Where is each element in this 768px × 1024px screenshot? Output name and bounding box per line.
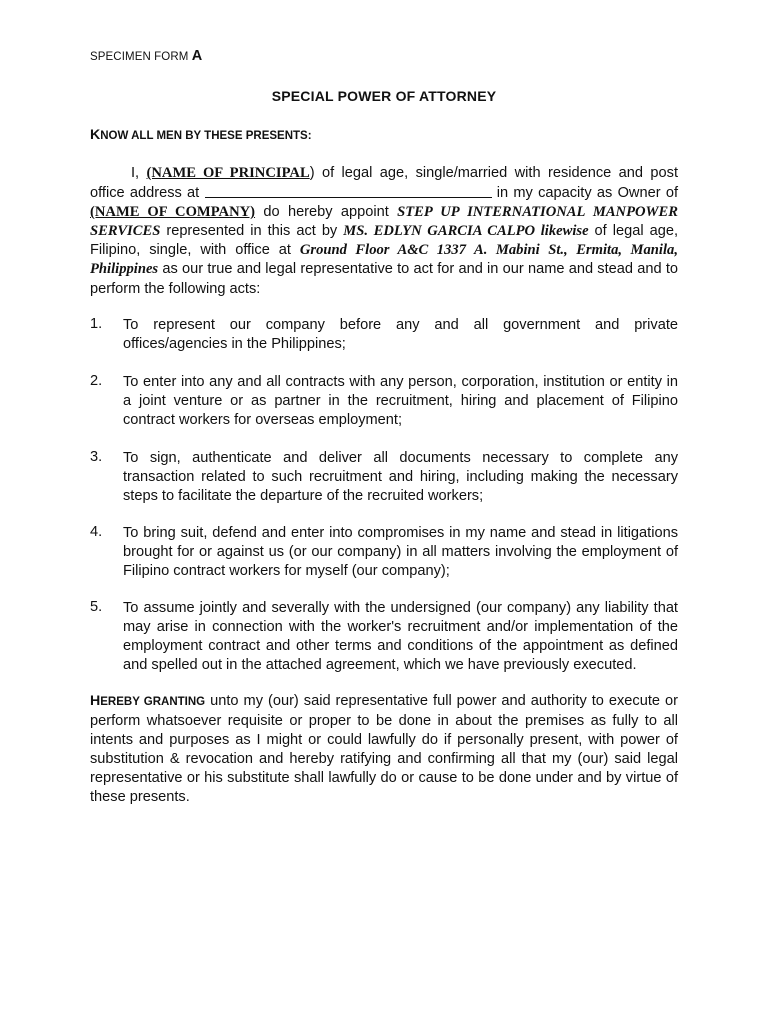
granting-initial: H	[90, 693, 101, 709]
intro-text-4: do hereby appoint	[255, 204, 398, 221]
list-item-number: 1.	[90, 316, 103, 332]
likewise-word: likewise	[535, 223, 589, 240]
specimen-form-label	[90, 48, 202, 64]
salutation-rest: NOW ALL MEN BY THESE PRESENTS:	[100, 130, 312, 142]
intro-text-5: represented in this act by	[160, 223, 344, 240]
list-item-text: To assume jointly and severally with the undersigned (our company) any liability that may arise in connection with the worker's recruitment and/or implementation of the employment contract and other terms and conditions of the appointment as defined and spelled out in the attached agreement, which we have previously executed.	[123, 600, 678, 674]
salutation	[90, 127, 312, 143]
list-item-number: 5.	[90, 599, 103, 615]
granting-paragraph	[90, 692, 678, 808]
address-blank-line	[205, 183, 492, 198]
list-item-number: 4.	[90, 524, 103, 540]
office-address: Ground Floor A&C 1337 A. Mabini St., Ermita, Manila, Philippines	[90, 242, 678, 278]
list-item	[90, 373, 678, 430]
granting-text: unto my (our) said representative full power and authority to execute or perform whatsoever requisite or proper to be done in about the premises as fully to all intents and purposes as I might or could lawfully do if personally present, with power of substitution & revocation and hereby ratifying and confirming all that my (our) said legal representative or his substitute shall lawfully do or cause to be done under and by virtue of these presents.	[90, 693, 678, 806]
specimen-letter: A	[191, 48, 203, 64]
granting-lead: EREBY GRANTING	[100, 696, 206, 708]
specimen-label-text: SPECIMEN FORM	[90, 51, 189, 63]
name-of-company-placeholder: (NAME OF COMPANY)	[90, 204, 256, 221]
list-item	[90, 599, 678, 675]
intro-paragraph	[90, 164, 678, 299]
name-of-principal-placeholder: (NAME OF PRINCIPAL	[146, 165, 310, 181]
agency-name: STEP UP INTERNATIONAL MANPOWER SERVICES	[90, 204, 678, 240]
salutation-initial: K	[90, 127, 101, 143]
list-item-text: To sign, authenticate and deliver all documents necessary to complete any transaction related to such recruitment and hiring, including making the necessary steps to facilitate the departure of the recruited workers;	[123, 450, 678, 505]
intro-text-1: I,	[131, 165, 147, 181]
intro-text-2: ) of legal age, single/married with residence and post office address at	[90, 165, 678, 202]
list-item	[90, 524, 678, 581]
list-item-text: To bring suit, defend and enter into compromises in my name and stead in litigations brought for or against us (or our company) in all matters involving the employment of Filipino contract workers for myself (our company);	[123, 525, 678, 580]
list-item-text: To enter into any and all contracts with any person, corporation, institution or entity in a joint venture or as partner in the recruitment, hiring and placement of Filipino contract workers for overseas employment;	[123, 374, 678, 429]
list-item-number: 3.	[90, 449, 103, 465]
list-item	[90, 449, 678, 506]
representative-name: MS. EDLYN GARCIA CALPO	[343, 223, 536, 240]
list-item	[90, 316, 678, 354]
list-item-text: To represent our company before any and all government and private offices/agencies in the Philippines;	[123, 317, 678, 353]
intro-text-6: of legal age, Filipino, single, with office at	[90, 223, 678, 259]
intro-text-3: in my capacity as Owner of	[491, 185, 678, 202]
list-item-number: 2.	[90, 373, 103, 389]
document-title: SPECIAL POWER OF ATTORNEY	[271, 88, 497, 104]
intro-text-7: as our true and legal representative to act for and in our name and stead and to perform the following acts:	[90, 261, 678, 297]
